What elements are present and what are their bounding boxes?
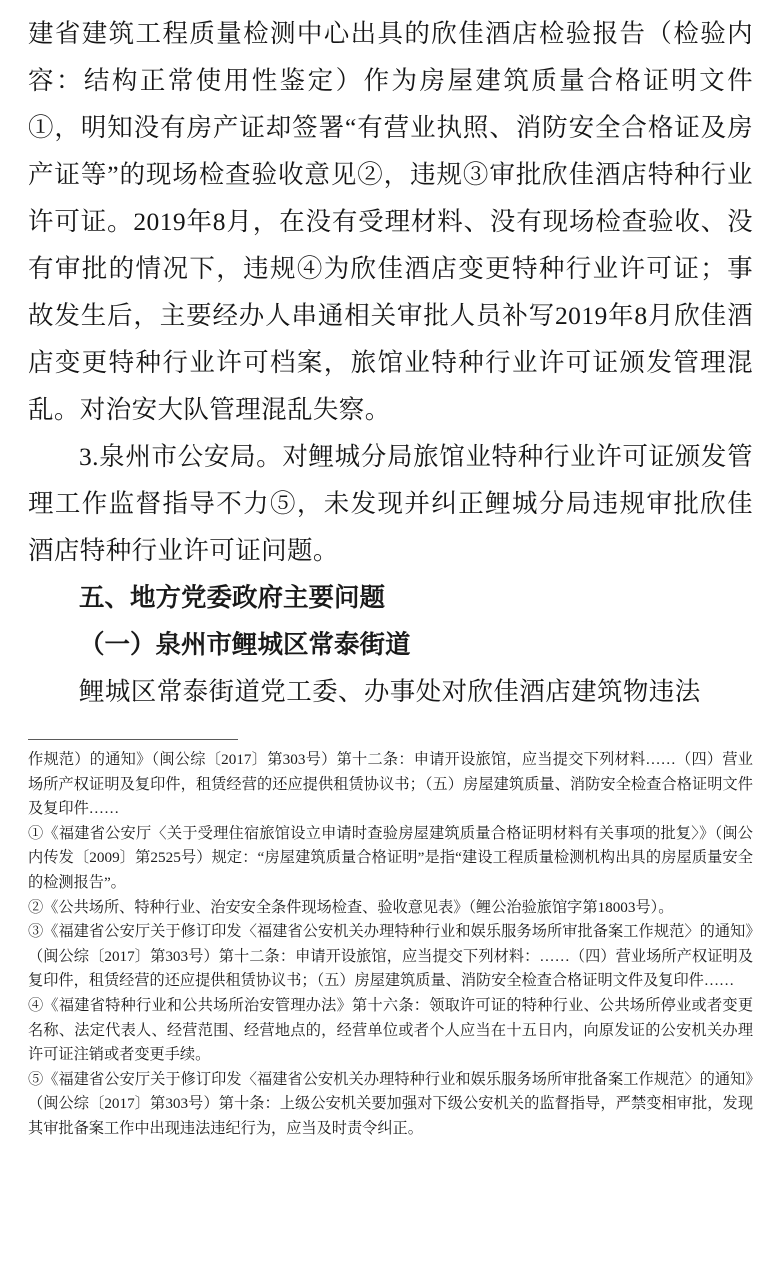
footnote-item: ①《福建省公安厅〈关于受理住宿旅馆设立申请时查验房屋建筑质量合格证明材料有关事项的批复〉》（闽公内传发〔2009〕第2525号）规定：“房屋建筑质量合格证明”是指“建设工程质量检测机构出具的房屋质量安全的检测报告”。	[28, 824, 753, 891]
section-heading: 五、地方党委政府主要问题	[79, 583, 386, 612]
footnote-item: ⑤《福建省公安厅关于修订印发〈福建省公安机关办理特种行业和娱乐服务场所审批备案工作规范〉的通知》（闽公综〔2017〕第303号）第十条：上级公安机关要加强对下级公安机关的监督指导，严禁变相审批，发现其审批备案工作中出现违法违纪行为，应当及时责令纠正。	[28, 1070, 753, 1137]
footnotes-block	[28, 748, 753, 1142]
footnote-separator	[28, 739, 753, 740]
footnote-item: ②《公共场所、特种行业、治安安全条件现场检查、验收意见表》（鲤公治验旅馆字第18003号）。	[28, 898, 674, 916]
paragraph-item-3: 3.泉州市公安局。对鲤城分局旅馆业特种行业许可证颁发管理工作监督指导不力⑤，未发现并纠正鲤城分局违规审批欣佳酒店特种行业许可证问题。	[28, 442, 753, 565]
main-body	[28, 10, 753, 574]
sub-body	[28, 668, 753, 715]
paragraph-sub: 鲤城区常泰街道党工委、办事处对欣佳酒店建筑物违法	[79, 677, 701, 706]
paragraph-continuation: 建省建筑工程质量检测中心出具的欣佳酒店检验报告（检验内容：结构正常使用性鉴定）作为房屋建筑质量合格证明文件①，明知没有房产证却签署“有营业执照、消防安全合格证及房产证等”的现场检查验收意见②，违规③审批欣佳酒店特种行业许可证。2019年8月，在没有受理材料、没有现场检查验收、没有审批的情况下，违规④为欣佳酒店变更特种行业许可证；事故发生后，主要经办人串通相关审批人员补写2019年8月欣佳酒店变更特种行业许可档案，旅馆业特种行业许可证颁发管理混乱。对治安大队管理混乱失察。	[28, 19, 753, 424]
footnote-rule-line	[28, 739, 238, 740]
sub-heading: （一）泉州市鲤城区常泰街道	[79, 630, 411, 659]
footnote-item: ③《福建省公安厅关于修订印发〈福建省公安机关办理特种行业和娱乐服务场所审批备案工作规范〉的通知》（闽公综〔2017〕第303号）第十二条：申请开设旅馆，应当提交下列材料：……（四）营业场所产权证明及复印件，租赁经营的还应提供租赁协议书；（五）房屋建筑质量、消防安全检查合格证明文件及复印件……	[28, 923, 753, 990]
footnote-lead-text: 作规范）的通知》（闽公综〔2017〕第303号）第十二条：申请开设旅馆，应当提交下列材料……（四）营业场所产权证明及复印件，租赁经营的还应提供租赁协议书；（五）房屋建筑质量、消防安全检查合格证明文件及复印件……	[28, 751, 753, 818]
footnote-item: ④《福建省特种行业和公共场所治安管理办法》第十六条：领取许可证的特种行业、公共场所停业或者变更名称、法定代表人、经营范围、经营地点的，经营单位或者个人应当在十五日内，向原发证的公安机关办理许可证注销或者变更手续。	[28, 996, 753, 1064]
